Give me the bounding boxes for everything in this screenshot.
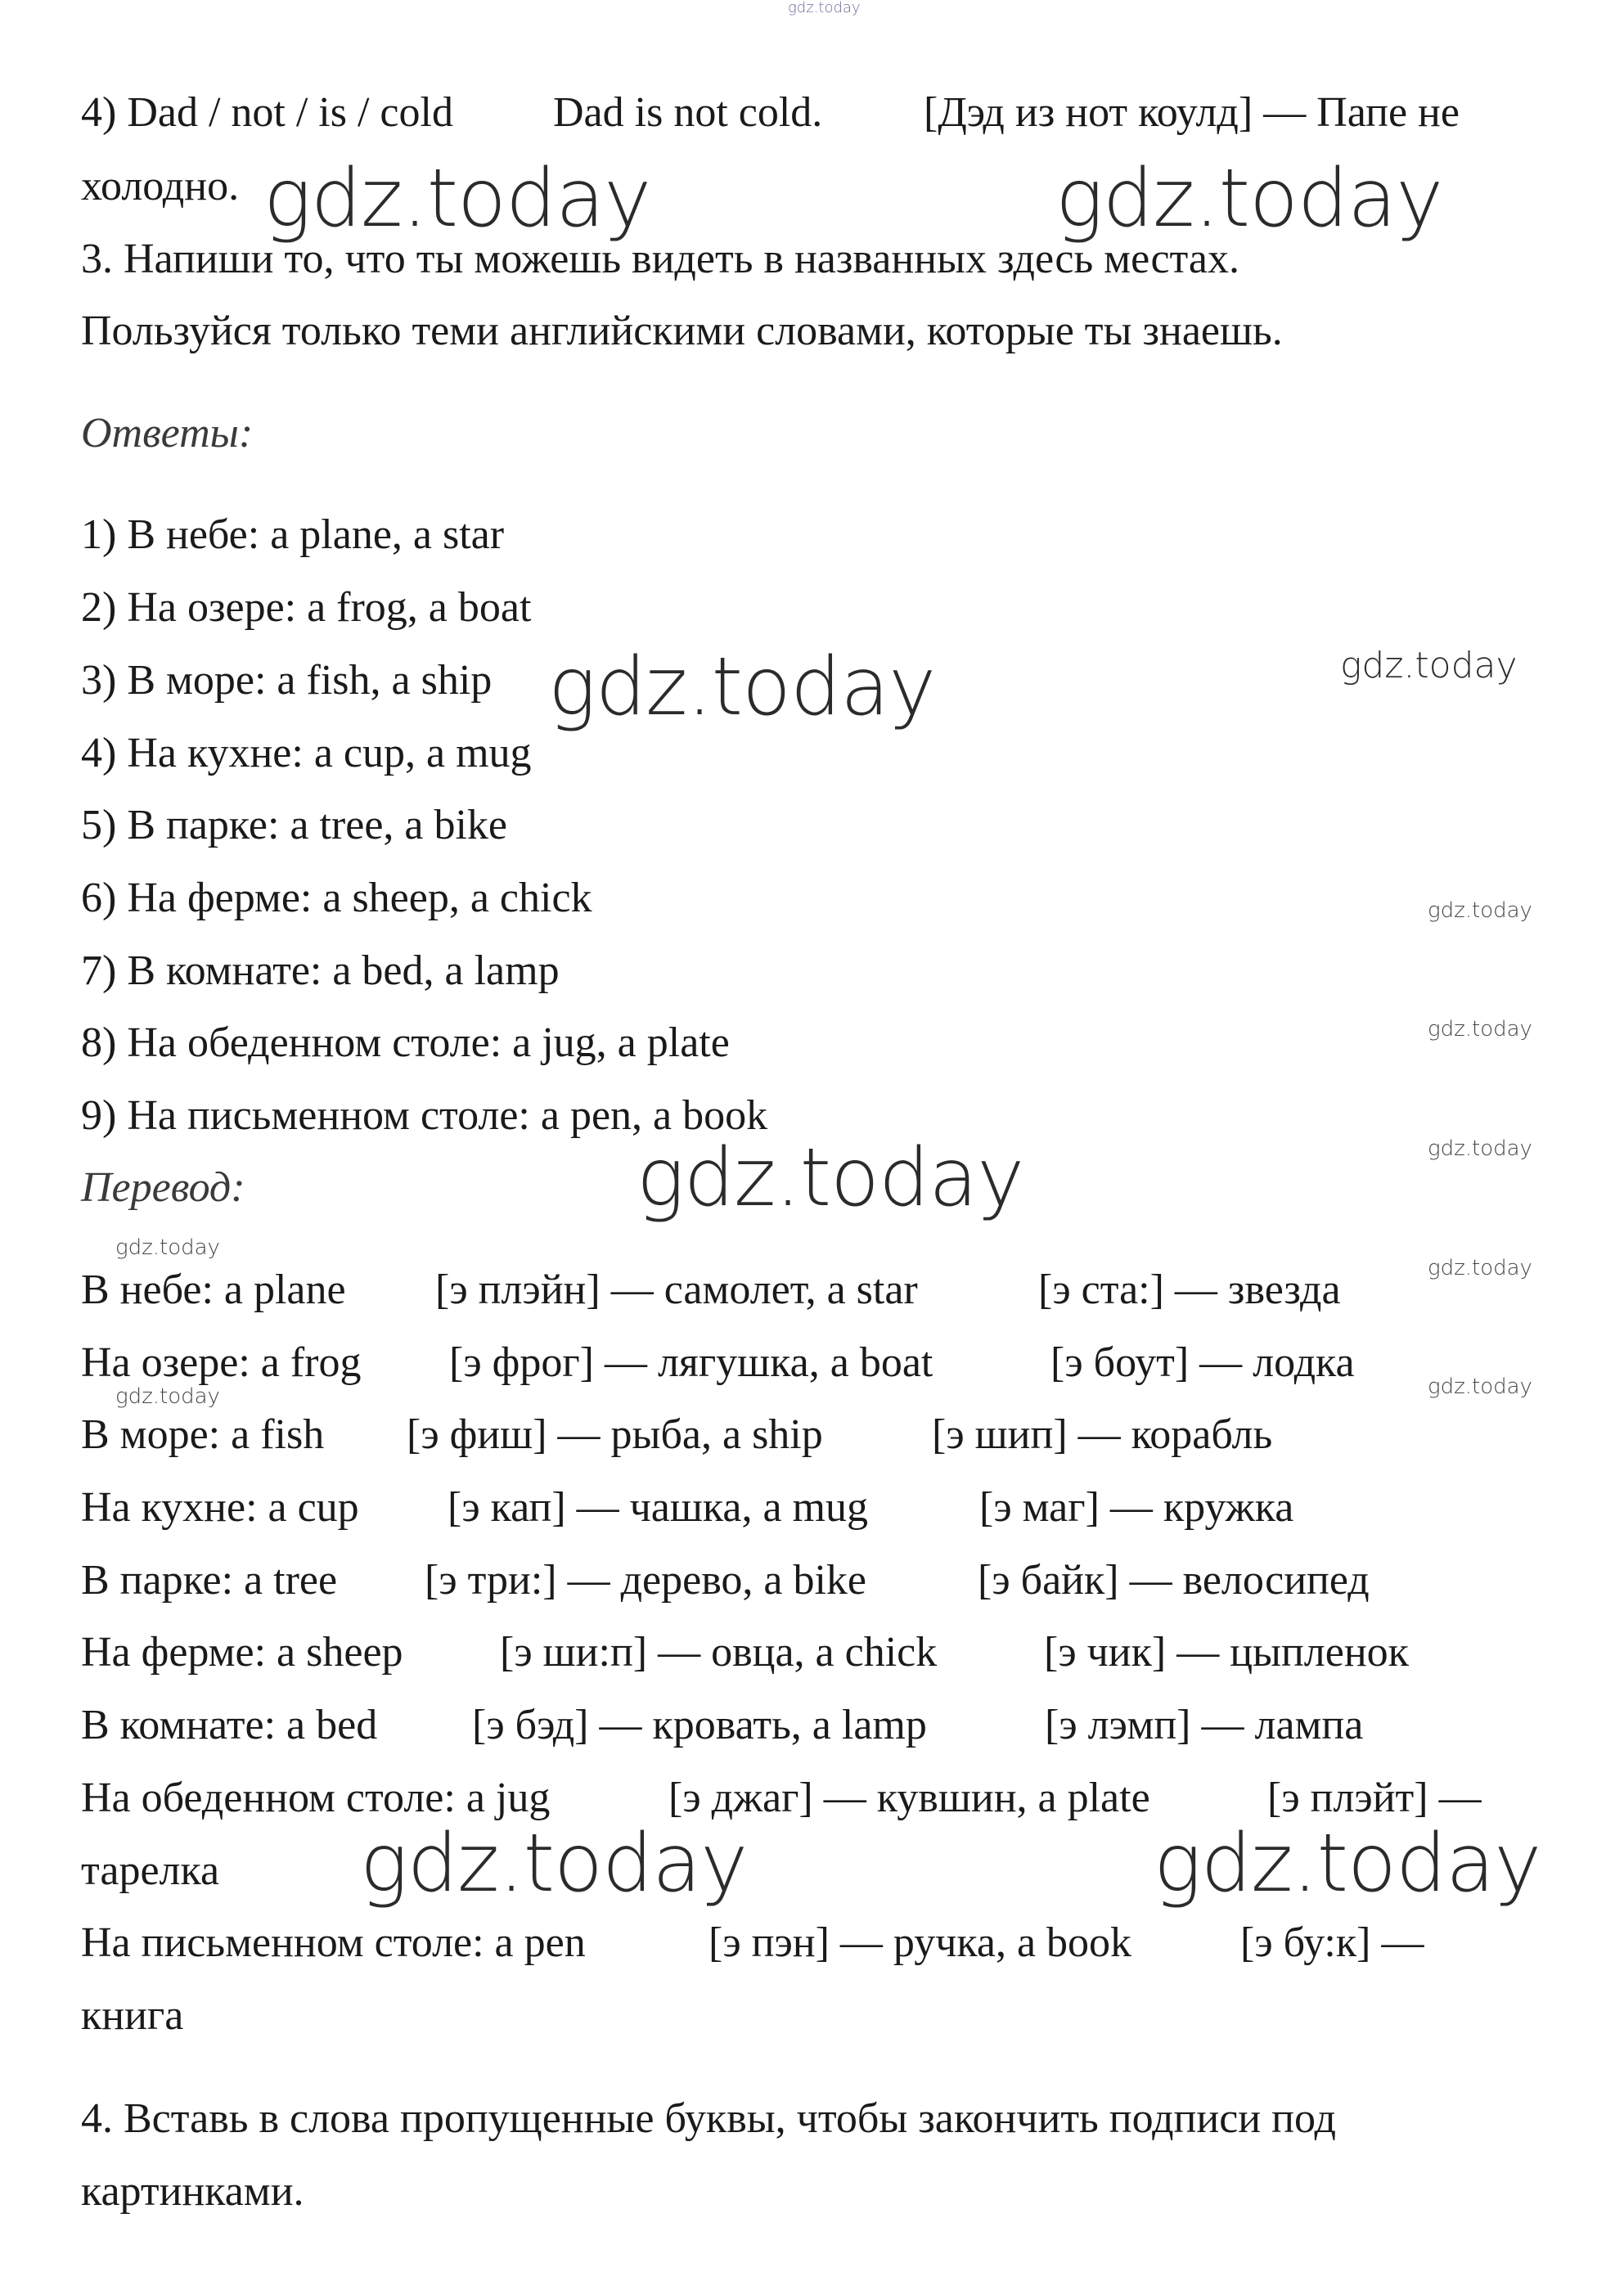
translation-line: В море: a fish [э фиш] — рыба, a ship [э шип] — корабль	[81, 1411, 1273, 1458]
translation-line: На ферме: a sheep [э ши:п] — овца, a chick [э чик] — цыпленок	[81, 1629, 1409, 1676]
watermark: gdz.today	[1428, 898, 1532, 923]
answer-line: 2) На озере: a frog, a boat	[81, 584, 532, 631]
translation-heading: Перевод:	[81, 1164, 245, 1211]
watermark: gdz.today	[548, 641, 936, 734]
watermark: gdz.today	[115, 1235, 220, 1260]
exercise-4-task: 4. Вставь в слова пропущенные буквы, чтобы закончить подписи под	[81, 2095, 1336, 2142]
watermark: gdz.today	[1428, 1374, 1532, 1399]
watermark: gdz.today	[115, 1384, 220, 1409]
answer-line: 1) В небе: a plane, a star	[81, 511, 505, 558]
translation-line-continued: книга	[81, 1992, 184, 2039]
exercise-4-task: картинками.	[81, 2168, 304, 2215]
answers-heading: Ответы:	[81, 410, 254, 457]
translation-line: На письменном столе: a pen [э пэн] — ручка, a book [э бу:к] —	[81, 1919, 1424, 1966]
translation-line: На кухне: a cup [э кап] — чашка, a mug [э маг] — кружка	[81, 1484, 1294, 1531]
answer-line: 3) В море: a fish, a ship	[81, 657, 493, 704]
sentence-answer: Dad is not cold.	[553, 89, 823, 136]
answer-line: 8) На обеденном столе: a jug, a plate	[81, 1019, 730, 1066]
translation-line: На обеденном столе: a jug [э джаг] — кувшин, a plate [э плэйт] —	[81, 1775, 1482, 1821]
translation-line-continued: тарелка	[81, 1847, 220, 1894]
watermark: gdz.today	[1428, 1136, 1532, 1161]
watermark: gdz.today	[637, 1132, 1024, 1225]
answer-line: 6) На ферме: a sheep, a chick	[81, 875, 592, 921]
watermark: gdz.today	[360, 1817, 748, 1910]
sentence-words: 4) Dad / not / is / cold	[81, 89, 453, 136]
exercise-3-task: Пользуйся только теми английскими словами, которые ты знаешь.	[81, 308, 1283, 354]
watermark: gdz.today	[1154, 1817, 1541, 1910]
translation-line: На озере: a frog [э фрог] — лягушка, a boat [э боут] — лодка	[81, 1339, 1355, 1386]
watermark: gdz.today	[263, 152, 651, 245]
watermark: gdz.today	[1428, 1256, 1532, 1280]
answer-line: 5) В парке: a tree, a bike	[81, 802, 508, 848]
translation-line: В комнате: a bed [э бэд] — кровать, a lamp [э лэмп] — лампа	[81, 1702, 1364, 1748]
answer-line: 9) На письменном столе: a pen, a book	[81, 1092, 768, 1139]
answer-line: 7) В комнате: a bed, a lamp	[81, 947, 560, 994]
translation-line: В парке: a tree [э три:] — дерево, a bike [э байк] — велосипед	[81, 1557, 1370, 1604]
sentence-translation: [Дэд из нот коулд] — Папе не	[924, 89, 1460, 136]
watermark-top: gdz.today	[788, 0, 861, 16]
exercise-3-task: 3. Напиши то, что ты можешь видеть в названных здесь местах.	[81, 236, 1239, 282]
exercise-2-line-4-continued: холодно.	[81, 163, 240, 209]
answer-line: 4) На кухне: a cup, a mug	[81, 730, 532, 776]
exercise-2-line-4	[81, 88, 1460, 137]
watermark: gdz.today	[1428, 1017, 1532, 1042]
watermark: gdz.today	[1340, 645, 1518, 686]
watermark: gdz.today	[1055, 152, 1443, 245]
translation-line: В небе: a plane [э плэйн] — самолет, a star [э ста:] — звезда	[81, 1266, 1341, 1313]
